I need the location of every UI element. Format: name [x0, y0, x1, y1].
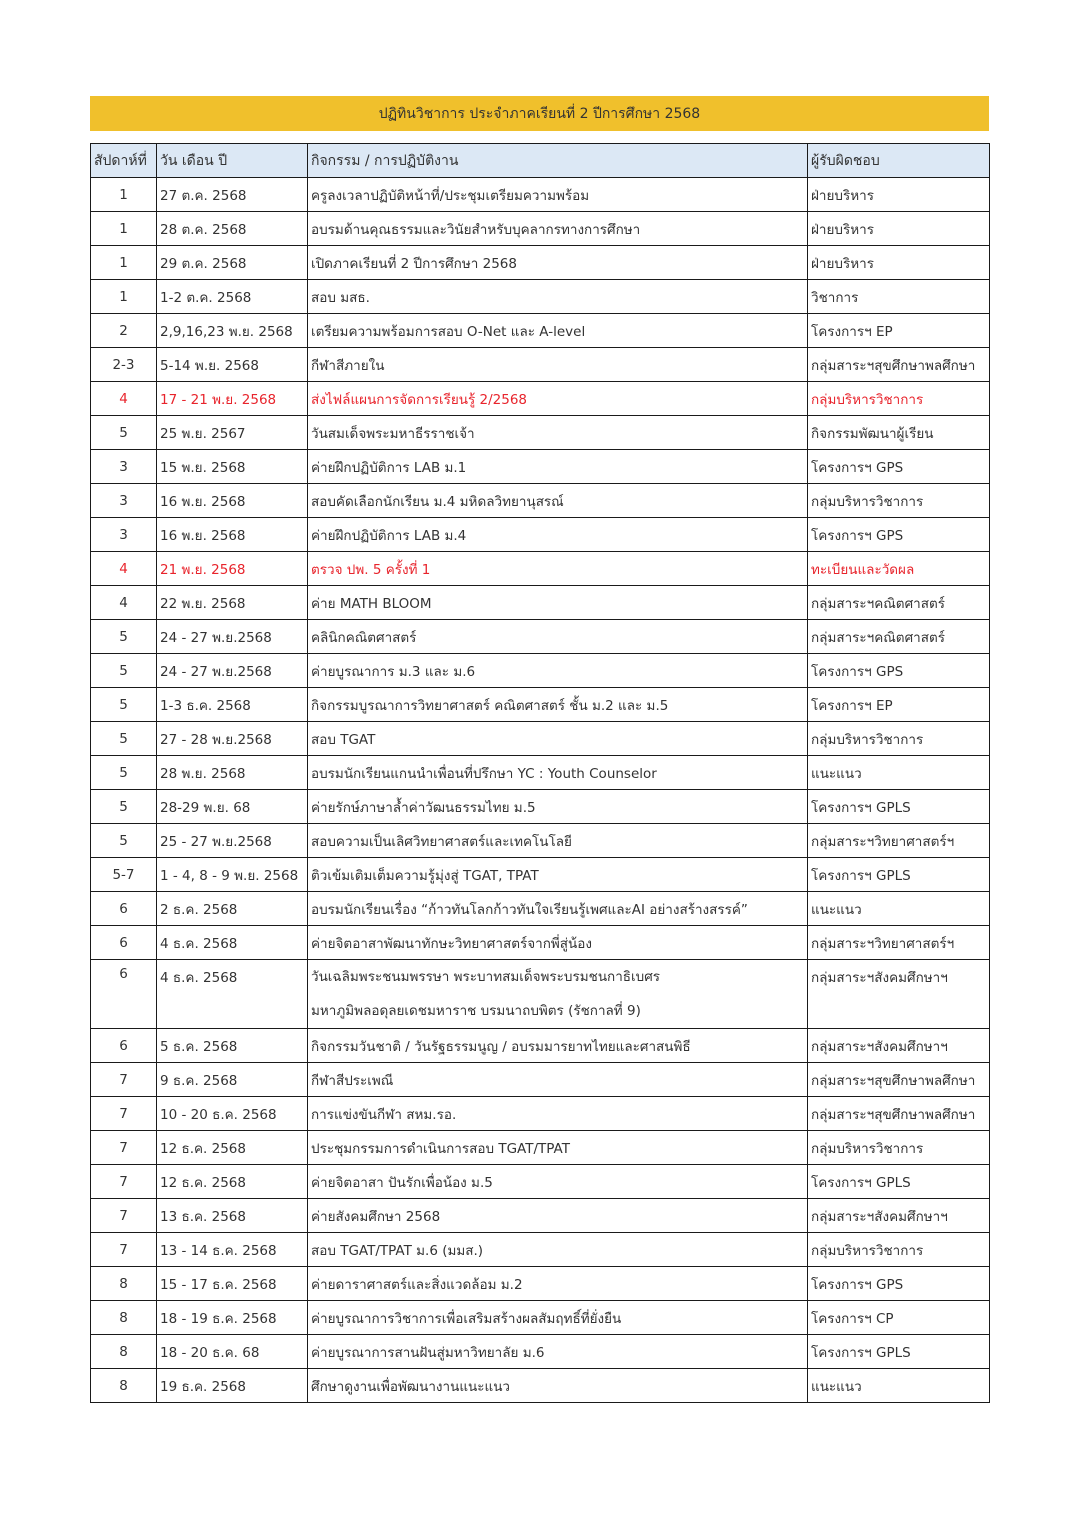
- table-row: [91, 1267, 990, 1301]
- table-row: [91, 212, 990, 246]
- cell-date: 25 พ.ย. 2567: [157, 416, 308, 450]
- cell-owner: โครงการฯ GPS: [808, 654, 990, 688]
- cell-week: 6: [91, 960, 157, 1029]
- cell-activity: ค่ายจิตอาสา ปันรักเพื่อน้อง ม.5: [308, 1165, 808, 1199]
- table-row: [91, 518, 990, 552]
- cell-week: 8: [91, 1369, 157, 1403]
- header-activity: กิจกรรม / การปฏิบัติงาน: [308, 144, 808, 178]
- table-body: [91, 178, 990, 1403]
- calendar-title-bar: [90, 96, 989, 131]
- cell-date: 27 ต.ค. 2568: [157, 178, 308, 212]
- cell-date: 15 พ.ย. 2568: [157, 450, 308, 484]
- cell-activity: ติวเข้มเติมเต็มความรู้มุ่งสู่ TGAT, TPAT: [308, 858, 808, 892]
- cell-activity: อบรมนักเรียนแกนนำเพื่อนที่ปรึกษา YC : Youth Counselor: [308, 756, 808, 790]
- activity-line-1: วันเฉลิมพระชนมพรรษา พระบาทสมเด็จพระบรมชนกาธิเบศร: [311, 969, 661, 985]
- cell-week: 5: [91, 790, 157, 824]
- cell-week: 1: [91, 178, 157, 212]
- table-row: [91, 1233, 990, 1267]
- cell-week: 8: [91, 1267, 157, 1301]
- cell-week: 5: [91, 620, 157, 654]
- cell-date: 25 - 27 พ.ย.2568: [157, 824, 308, 858]
- cell-activity: ศึกษาดูงานเพื่อพัฒนางานแนะแนว: [308, 1369, 808, 1403]
- table-header-row: [91, 144, 990, 178]
- table-row: [91, 484, 990, 518]
- cell-week: 7: [91, 1063, 157, 1097]
- cell-week: 2-3: [91, 348, 157, 382]
- cell-activity: ค่ายดาราศาสตร์และสิ่งแวดล้อม ม.2: [308, 1267, 808, 1301]
- cell-week: 5: [91, 756, 157, 790]
- cell-activity: สอบคัดเลือกนักเรียน ม.4 มหิดลวิทยานุสรณ์: [308, 484, 808, 518]
- cell-date: 17 - 21 พ.ย. 2568: [157, 382, 308, 416]
- cell-owner: โครงการฯ CP: [808, 1301, 990, 1335]
- table-row: [91, 1097, 990, 1131]
- header-owner: ผู้รับผิดชอบ: [808, 144, 990, 178]
- cell-owner: ฝ่ายบริหาร: [808, 212, 990, 246]
- cell-owner: โครงการฯ GPLS: [808, 790, 990, 824]
- table-row: [91, 450, 990, 484]
- cell-date: 2 ธ.ค. 2568: [157, 892, 308, 926]
- table-row: [91, 620, 990, 654]
- cell-date: 19 ธ.ค. 2568: [157, 1369, 308, 1403]
- cell-activity: สอบ TGAT/TPAT ม.6 (มมส.): [308, 1233, 808, 1267]
- cell-week: 5: [91, 824, 157, 858]
- cell-date: 9 ธ.ค. 2568: [157, 1063, 308, 1097]
- cell-week: 3: [91, 484, 157, 518]
- cell-owner: โครงการฯ GPS: [808, 450, 990, 484]
- table-row: [91, 586, 990, 620]
- table-row: [91, 552, 990, 586]
- table-row: [91, 1301, 990, 1335]
- cell-activity: ค่ายบูรณาการวิชาการเพื่อเสริมสร้างผลสัมฤทธิ์ที่ยั่งยืน: [308, 1301, 808, 1335]
- cell-date: 24 - 27 พ.ย.2568: [157, 654, 308, 688]
- table-row: [91, 688, 990, 722]
- cell-week: 7: [91, 1131, 157, 1165]
- cell-week: 5: [91, 416, 157, 450]
- cell-date: 1 - 4, 8 - 9 พ.ย. 2568: [157, 858, 308, 892]
- cell-week: 7: [91, 1097, 157, 1131]
- table-row: [91, 892, 990, 926]
- table-row: [91, 722, 990, 756]
- table-row: [91, 858, 990, 892]
- table-row: [91, 756, 990, 790]
- cell-week: 6: [91, 926, 157, 960]
- table-row: [91, 314, 990, 348]
- cell-owner: โครงการฯ EP: [808, 688, 990, 722]
- cell-date: 1-3 ธ.ค. 2568: [157, 688, 308, 722]
- cell-activity: กีฬาสีประเพณี: [308, 1063, 808, 1097]
- cell-owner: ฝ่ายบริหาร: [808, 246, 990, 280]
- activity-line-2: มหาภูมิพลอดุลยเดชมหาราช บรมนาถบพิตร (รัชกาลที่ 9): [311, 1003, 641, 1019]
- cell-owner: โครงการฯ GPLS: [808, 1335, 990, 1369]
- cell-owner: กลุ่มสาระฯวิทยาศาสตร์ฯ: [808, 824, 990, 858]
- cell-activity: การแข่งขันกีฬา สหม.รอ.: [308, 1097, 808, 1131]
- cell-week: 5: [91, 722, 157, 756]
- cell-owner: กลุ่มบริหารวิชาการ: [808, 1131, 990, 1165]
- table-row: [91, 790, 990, 824]
- cell-activity: ประชุมกรรมการดำเนินการสอบ TGAT/TPAT: [308, 1131, 808, 1165]
- cell-owner: ฝ่ายบริหาร: [808, 178, 990, 212]
- cell-date: 16 พ.ย. 2568: [157, 484, 308, 518]
- cell-owner: โครงการฯ EP: [808, 314, 990, 348]
- cell-owner: กลุ่มสาระฯวิทยาศาสตร์ฯ: [808, 926, 990, 960]
- cell-date: 29 ต.ค. 2568: [157, 246, 308, 280]
- cell-week: 5-7: [91, 858, 157, 892]
- cell-activity: สอบ มสธ.: [308, 280, 808, 314]
- cell-activity: ค่ายสังคมศึกษา 2568: [308, 1199, 808, 1233]
- cell-activity: [308, 960, 808, 1029]
- cell-activity: กิจกรรมวันชาติ / วันรัฐธรรมนูญ / อบรมมารยาทไทยและศาสนพิธี: [308, 1029, 808, 1063]
- table-row: [91, 416, 990, 450]
- table-row: [91, 1029, 990, 1063]
- cell-owner: วิชาการ: [808, 280, 990, 314]
- cell-date: 18 - 20 ธ.ค. 68: [157, 1335, 308, 1369]
- cell-date: 13 - 14 ธ.ค. 2568: [157, 1233, 308, 1267]
- cell-owner: แนะแนว: [808, 892, 990, 926]
- cell-activity: ค่ายจิตอาสาพัฒนาทักษะวิทยาศาสตร์จากพี่สู่น้อง: [308, 926, 808, 960]
- cell-owner: โครงการฯ GPLS: [808, 1165, 990, 1199]
- cell-owner: กลุ่มบริหารวิชาการ: [808, 1233, 990, 1267]
- cell-activity: ค่ายบูรณาการ ม.3 และ ม.6: [308, 654, 808, 688]
- cell-week: 6: [91, 1029, 157, 1063]
- cell-week: 2: [91, 314, 157, 348]
- cell-owner: กลุ่มสาระฯสุขศึกษาพลศึกษา: [808, 1063, 990, 1097]
- cell-activity: ส่งไฟล์แผนการจัดการเรียนรู้ 2/2568: [308, 382, 808, 416]
- cell-owner: กลุ่มบริหารวิชาการ: [808, 722, 990, 756]
- cell-owner: กลุ่มสาระฯคณิตศาสตร์: [808, 586, 990, 620]
- calendar-title: ปฏิทินวิชาการ ประจำภาคเรียนที่ 2 ปีการศึกษา 2568: [378, 105, 701, 122]
- cell-date: 28 พ.ย. 2568: [157, 756, 308, 790]
- header-week: สัปดาห์ที่: [91, 144, 157, 178]
- cell-activity: ค่าย MATH BLOOM: [308, 586, 808, 620]
- cell-activity: กีฬาสีภายใน: [308, 348, 808, 382]
- cell-week: 6: [91, 892, 157, 926]
- table-row: [91, 1165, 990, 1199]
- cell-activity: เตรียมความพร้อมการสอบ O-Net และ A-level: [308, 314, 808, 348]
- cell-week: 4: [91, 382, 157, 416]
- cell-week: 5: [91, 688, 157, 722]
- cell-week: 7: [91, 1233, 157, 1267]
- cell-activity: สอบความเป็นเลิศวิทยาศาสตร์และเทคโนโลยี: [308, 824, 808, 858]
- cell-week: 5: [91, 654, 157, 688]
- cell-date: 5-14 พ.ย. 2568: [157, 348, 308, 382]
- table-row: [91, 280, 990, 314]
- table-row: [91, 348, 990, 382]
- cell-week: 8: [91, 1301, 157, 1335]
- cell-week: 8: [91, 1335, 157, 1369]
- cell-date: 13 ธ.ค. 2568: [157, 1199, 308, 1233]
- table-row: [91, 824, 990, 858]
- cell-date: 16 พ.ย. 2568: [157, 518, 308, 552]
- cell-date: 22 พ.ย. 2568: [157, 586, 308, 620]
- cell-date: 12 ธ.ค. 2568: [157, 1165, 308, 1199]
- table-row: [91, 1131, 990, 1165]
- cell-activity: สอบ TGAT: [308, 722, 808, 756]
- table-row: [91, 1369, 990, 1403]
- table-row: [91, 960, 990, 1029]
- cell-week: 3: [91, 518, 157, 552]
- cell-date: 21 พ.ย. 2568: [157, 552, 308, 586]
- table-row: [91, 246, 990, 280]
- cell-activity: กิจกรรมบูรณาการวิทยาศาสตร์ คณิตศาสตร์ ชั้น ม.2 และ ม.5: [308, 688, 808, 722]
- cell-owner: กลุ่มสาระฯสังคมศึกษาฯ: [808, 1199, 990, 1233]
- cell-owner: กลุ่มสาระฯสุขศึกษาพลศึกษา: [808, 348, 990, 382]
- cell-owner: กลุ่มบริหารวิชาการ: [808, 382, 990, 416]
- cell-week: 1: [91, 212, 157, 246]
- cell-date: 18 - 19 ธ.ค. 2568: [157, 1301, 308, 1335]
- cell-date: 24 - 27 พ.ย.2568: [157, 620, 308, 654]
- cell-date: 2,9,16,23 พ.ย. 2568: [157, 314, 308, 348]
- cell-owner: ทะเบียนและวัดผล: [808, 552, 990, 586]
- cell-activity: ค่ายฝึกปฏิบัติการ LAB ม.1: [308, 450, 808, 484]
- table-row: [91, 926, 990, 960]
- cell-week: 7: [91, 1165, 157, 1199]
- cell-week: 4: [91, 586, 157, 620]
- table-row: [91, 1063, 990, 1097]
- cell-activity: คลินิกคณิตศาสตร์: [308, 620, 808, 654]
- cell-week: 3: [91, 450, 157, 484]
- cell-activity: อบรมนักเรียนเรื่อง “ก้าวทันโลกก้าวทันใจเรียนรู้เพศและAI อย่างสร้างสรรค์”: [308, 892, 808, 926]
- cell-date: 5 ธ.ค. 2568: [157, 1029, 308, 1063]
- cell-date: 1-2 ต.ค. 2568: [157, 280, 308, 314]
- cell-owner: กลุ่มสาระฯสุขศึกษาพลศึกษา: [808, 1097, 990, 1131]
- header-date: วัน เดือน ปี: [157, 144, 308, 178]
- table-row: [91, 178, 990, 212]
- cell-owner: โครงการฯ GPS: [808, 518, 990, 552]
- table-row: [91, 382, 990, 416]
- cell-date: 12 ธ.ค. 2568: [157, 1131, 308, 1165]
- cell-date: 28 ต.ค. 2568: [157, 212, 308, 246]
- cell-week: 1: [91, 280, 157, 314]
- cell-owner: กิจกรรมพัฒนาผู้เรียน: [808, 416, 990, 450]
- table-row: [91, 1199, 990, 1233]
- cell-owner: โครงการฯ GPS: [808, 1267, 990, 1301]
- cell-owner: กลุ่มบริหารวิชาการ: [808, 484, 990, 518]
- table-row: [91, 1335, 990, 1369]
- cell-date: 27 - 28 พ.ย.2568: [157, 722, 308, 756]
- cell-week: 1: [91, 246, 157, 280]
- cell-date: 10 - 20 ธ.ค. 2568: [157, 1097, 308, 1131]
- cell-activity: วันสมเด็จพระมหาธีรราชเจ้า: [308, 416, 808, 450]
- cell-owner: กลุ่มสาระฯสังคมศึกษาฯ: [808, 1029, 990, 1063]
- cell-owner: แนะแนว: [808, 1369, 990, 1403]
- cell-owner: กลุ่มสาระฯสังคมศึกษาฯ: [808, 960, 990, 1029]
- cell-date: 28-29 พ.ย. 68: [157, 790, 308, 824]
- cell-date: 15 - 17 ธ.ค. 2568: [157, 1267, 308, 1301]
- cell-activity: อบรมด้านคุณธรรมและวินัยสำหรับบุคลากรทางการศึกษา: [308, 212, 808, 246]
- cell-activity: ตรวจ ปพ. 5 ครั้งที่ 1: [308, 552, 808, 586]
- cell-week: 7: [91, 1199, 157, 1233]
- cell-activity: เปิดภาคเรียนที่ 2 ปีการศึกษา 2568: [308, 246, 808, 280]
- cell-date: 4 ธ.ค. 2568: [157, 926, 308, 960]
- cell-activity: ครูลงเวลาปฏิบัติหน้าที่/ประชุมเตรียมความพร้อม: [308, 178, 808, 212]
- cell-activity: ค่ายรักษ์ภาษาล้ำค่าวัฒนธรรมไทย ม.5: [308, 790, 808, 824]
- cell-week: 4: [91, 552, 157, 586]
- cell-activity: ค่ายบูรณาการสานฝันสู่มหาวิทยาลัย ม.6: [308, 1335, 808, 1369]
- cell-owner: แนะแนว: [808, 756, 990, 790]
- cell-owner: กลุ่มสาระฯคณิตศาสตร์: [808, 620, 990, 654]
- cell-date: 4 ธ.ค. 2568: [157, 960, 308, 1029]
- cell-owner: โครงการฯ GPLS: [808, 858, 990, 892]
- cell-activity: ค่ายฝึกปฏิบัติการ LAB ม.4: [308, 518, 808, 552]
- table-row: [91, 654, 990, 688]
- academic-calendar-table: [90, 143, 990, 1403]
